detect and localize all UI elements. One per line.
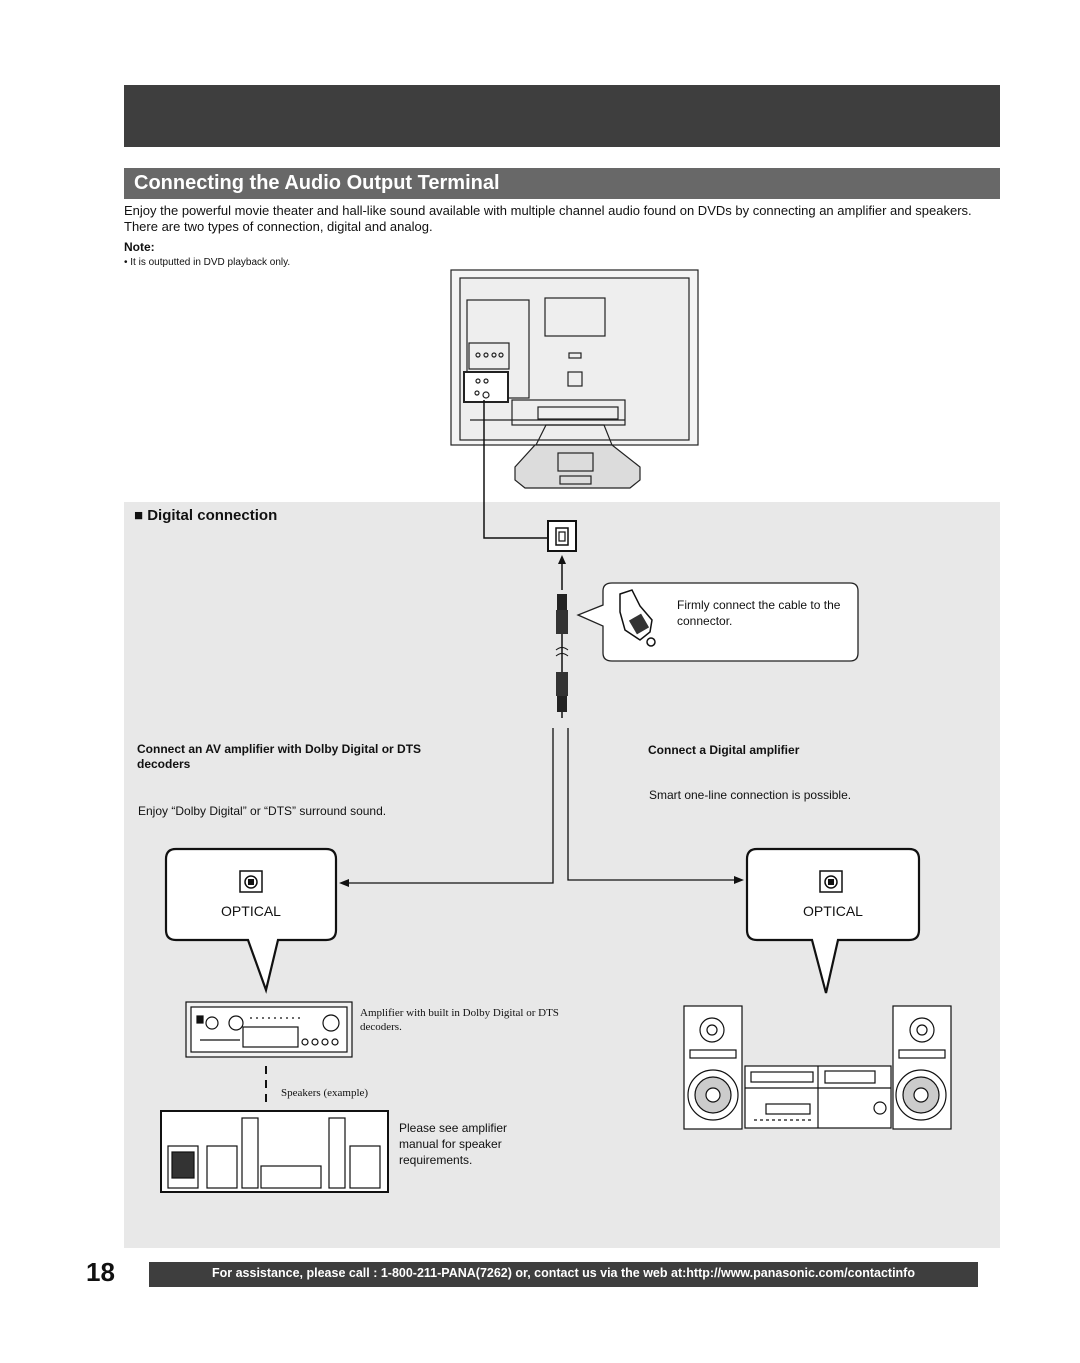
right-connection-heading: Connect a Digital amplifier xyxy=(648,743,800,757)
optical-port-icon xyxy=(240,871,262,892)
optical-label-right: OPTICAL xyxy=(803,903,863,919)
page-number: 18 xyxy=(86,1257,115,1287)
left-connection-heading: Connect an AV amplifier with Dolby Digital or DTS decoders xyxy=(137,742,422,771)
optical-port-icon xyxy=(820,871,842,892)
note-text: • It is outputted in DVD playback only. xyxy=(124,257,291,268)
note-label: Note: xyxy=(124,240,155,254)
left-connection-desc: Enjoy “Dolby Digital” or “DTS” surround sound. xyxy=(138,804,387,818)
optical-label-left: OPTICAL xyxy=(221,903,281,919)
speaker-note: Please see amplifier manual for speaker requirements. xyxy=(399,1121,508,1167)
tv-rear-icon xyxy=(451,270,698,488)
optical-port-icon xyxy=(548,521,576,551)
speaker-set-icon xyxy=(161,1111,388,1192)
intro-text: Enjoy the powerful movie theater and hall-like sound available with multiple channel audio found on DVDs by connecting an amplifier and speakers. There are two types of connection, digital and analog. xyxy=(124,203,972,234)
digital-connection-heading: ■ Digital connection xyxy=(134,507,278,524)
callout-text: Firmly connect the cable to the connector. xyxy=(677,598,841,628)
section-title: Connecting the Audio Output Terminal xyxy=(134,172,500,194)
speakers-caption: Speakers (example) xyxy=(281,1087,369,1099)
footer-text: For assistance, please call : 1-800-211-PANA(7262) or, contact us via the web at:http://www.panasonic.com/contactinfo xyxy=(212,1266,915,1280)
av-amplifier-icon xyxy=(186,1002,352,1057)
stereo-system-icon xyxy=(684,1006,951,1129)
amplifier-caption: Amplifier with built in Dolby Digital or DTS decoders. xyxy=(360,1007,559,1033)
right-connection-desc: Smart one-line connection is possible. xyxy=(649,788,852,802)
